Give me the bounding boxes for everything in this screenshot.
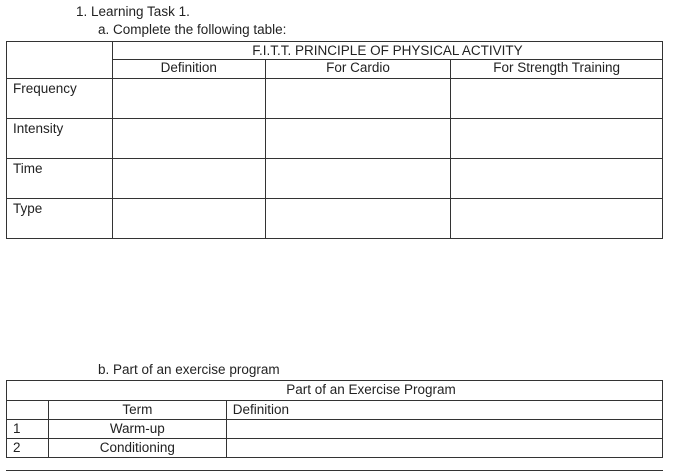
task-title: 1. Learning Task 1. bbox=[76, 4, 190, 19]
fitt-cell[interactable] bbox=[451, 199, 663, 239]
exercise-term-warmup: Warm-up bbox=[48, 420, 226, 439]
fitt-row-time: Time bbox=[7, 159, 113, 199]
fitt-header-strength: For Strength Training bbox=[451, 60, 663, 79]
exercise-header-term: Term bbox=[48, 401, 226, 420]
exercise-table-title: Part of an Exercise Program bbox=[226, 381, 662, 401]
fitt-cell[interactable] bbox=[265, 119, 451, 159]
fitt-cell[interactable] bbox=[451, 159, 663, 199]
fitt-cell[interactable] bbox=[265, 199, 451, 239]
fitt-table-title: F.I.T.T. PRINCIPLE OF PHYSICAL ACTIVITY bbox=[112, 42, 662, 60]
fitt-cell[interactable] bbox=[112, 159, 265, 199]
exercise-term-conditioning: Conditioning bbox=[48, 439, 226, 458]
exercise-table bbox=[6, 380, 663, 458]
exercise-row-number: 2 bbox=[7, 439, 49, 458]
fitt-table-corner bbox=[7, 42, 113, 60]
bottom-divider bbox=[6, 470, 663, 471]
fitt-row-intensity: Intensity bbox=[7, 119, 113, 159]
fitt-row-type: Type bbox=[7, 199, 113, 239]
exercise-header-definition: Definition bbox=[226, 401, 662, 420]
exercise-definition-cell[interactable] bbox=[226, 439, 662, 458]
fitt-header-blank bbox=[7, 60, 113, 79]
fitt-cell[interactable] bbox=[112, 119, 265, 159]
fitt-header-cardio: For Cardio bbox=[265, 60, 451, 79]
fitt-cell[interactable] bbox=[112, 199, 265, 239]
exercise-definition-cell[interactable] bbox=[226, 420, 662, 439]
fitt-row-frequency: Frequency bbox=[7, 79, 113, 119]
fitt-cell[interactable] bbox=[451, 119, 663, 159]
fitt-header-definition: Definition bbox=[112, 60, 265, 79]
fitt-cell[interactable] bbox=[265, 159, 451, 199]
fitt-cell[interactable] bbox=[112, 79, 265, 119]
exercise-table-corner bbox=[7, 381, 227, 401]
fitt-table bbox=[6, 41, 663, 239]
part-a-instruction: a. Complete the following table: bbox=[98, 22, 287, 37]
exercise-header-blank bbox=[7, 401, 49, 420]
exercise-row-number: 1 bbox=[7, 420, 49, 439]
part-b-instruction: b. Part of an exercise program bbox=[98, 362, 280, 377]
fitt-cell[interactable] bbox=[451, 79, 663, 119]
fitt-cell[interactable] bbox=[265, 79, 451, 119]
